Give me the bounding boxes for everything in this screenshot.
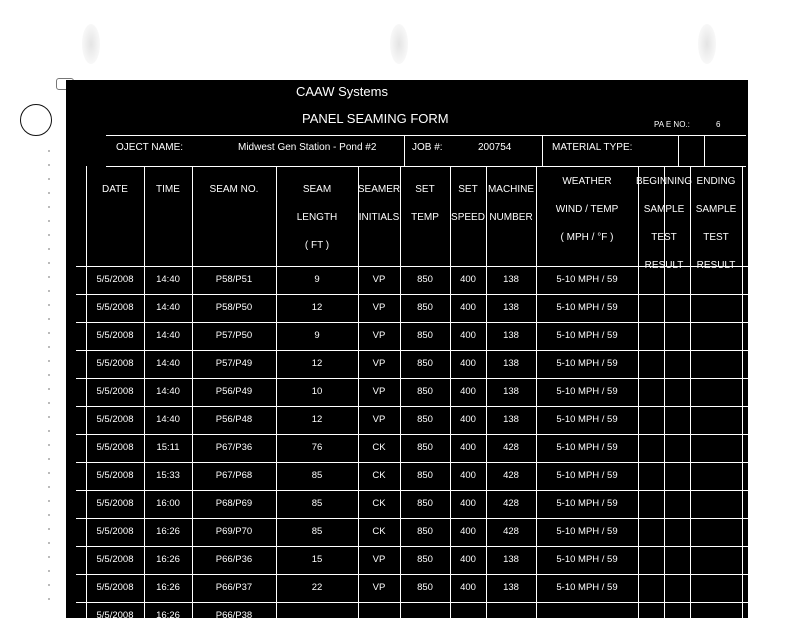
header-set-temp: SET TEMP: [411, 184, 439, 223]
cell-time: 16:26: [156, 526, 180, 537]
cell-seam-no: P67/P36: [215, 442, 253, 453]
cell-machine-number: 428: [503, 526, 519, 537]
cell-beginning-sample: [638, 379, 690, 405]
cell-beginning-sample: [638, 267, 690, 293]
cell-seam-length: 85: [311, 498, 323, 509]
cell-seam-length: 12: [311, 302, 323, 313]
cell-seamer-initials: VP: [372, 582, 386, 593]
cell-date: 5/5/2008: [96, 582, 134, 593]
cell-set-temp: 850: [417, 470, 433, 481]
cell-seam-length: [276, 603, 358, 618]
punch-hole-right: [698, 24, 716, 64]
cell-set-temp: 850: [417, 414, 433, 425]
cell-machine-number: 138: [503, 274, 519, 285]
cell-date: 5/5/2008: [96, 442, 134, 453]
cell-set-temp: 850: [417, 582, 433, 593]
cell-set-speed: 400: [460, 302, 476, 313]
cell-seam-length: 76: [311, 442, 323, 453]
cell-seamer-initials: CK: [372, 526, 386, 537]
cell-date: 5/5/2008: [96, 386, 134, 397]
cell-seam-length: 12: [311, 414, 323, 425]
cell-beginning-sample: [638, 435, 690, 461]
cell-time: 14:40: [156, 414, 180, 425]
cell-weather: 5-10 MPH / 59: [556, 414, 618, 425]
cell-seam-no: P66/P37: [215, 582, 253, 593]
cell-beginning-sample: [638, 519, 690, 545]
punch-hole-left: [82, 24, 100, 64]
header-seamer-initials: SEAMER INITIALS: [357, 184, 401, 223]
cell-seam-length: 9: [314, 274, 320, 285]
job-number-value: 200754: [478, 142, 512, 153]
cell-time: 16:26: [156, 554, 180, 565]
cell-weather: 5-10 MPH / 59: [556, 582, 618, 593]
cell-date: 5/5/2008: [96, 414, 134, 425]
cell-time: 14:40: [156, 330, 180, 341]
cell-set-speed: 400: [460, 358, 476, 369]
edge-dots: [48, 150, 50, 610]
header-weather: WEATHER WIND / TEMP ( MPH / °F ): [555, 176, 619, 243]
project-info-row: [106, 135, 746, 167]
cell-set-temp: 850: [417, 442, 433, 453]
page-number-label: PA E NO.:: [654, 120, 690, 129]
cell-time: 14:40: [156, 274, 180, 285]
info-divider: [678, 136, 679, 166]
cell-set-temp: 850: [417, 498, 433, 509]
cell-time: 14:40: [156, 302, 180, 313]
binder-ring-hole: [20, 104, 52, 136]
cell-date: 5/5/2008: [96, 358, 134, 369]
cell-beginning-sample: [638, 463, 690, 489]
cell-seamer-initials: CK: [372, 498, 386, 509]
punch-hole-center: [390, 24, 408, 64]
cell-time: 15:11: [156, 442, 180, 453]
cell-ending-sample: [690, 519, 742, 545]
seaming-table: [66, 166, 748, 618]
form-title: PANEL SEAMING FORM: [302, 111, 449, 126]
cell-machine-number: 138: [503, 302, 519, 313]
company-name: CAAW Systems: [296, 84, 388, 99]
cell-weather: 5-10 MPH / 59: [556, 274, 618, 285]
cell-ending-sample: [690, 407, 742, 433]
info-divider: [704, 136, 705, 166]
cell-machine-number: 138: [503, 330, 519, 341]
header-beginning-sample: BEGINNING SAMPLE TEST RESULT: [635, 176, 693, 271]
cell-weather: 5-10 MPH / 59: [556, 330, 618, 341]
cell-set-speed: 400: [460, 386, 476, 397]
cell-set-temp: 850: [417, 358, 433, 369]
cell-beginning-sample: [638, 407, 690, 433]
cell-seam-length: 85: [311, 526, 323, 537]
cell-seam-no: P57/P50: [215, 330, 253, 341]
cell-set-speed: 400: [460, 442, 476, 453]
cell-machine-number: 138: [503, 386, 519, 397]
cell-set-speed: 400: [460, 526, 476, 537]
cell-seam-no: P69/P70: [215, 526, 253, 537]
cell-ending-sample: [690, 491, 742, 517]
cell-weather: 5-10 MPH / 59: [556, 302, 618, 313]
cell-seamer-initials: CK: [372, 470, 386, 481]
page-number-value: 6: [716, 120, 721, 129]
cell-ending-sample: [690, 295, 742, 321]
cell-set-temp: 850: [417, 274, 433, 285]
cell-seamer-initials: VP: [372, 274, 386, 285]
cell-seam-no: P66/P36: [215, 554, 253, 565]
cell-machine-number: [486, 603, 536, 618]
cell-seam-no: P66/P38: [215, 610, 253, 618]
cell-seam-no: P56/P48: [215, 414, 253, 425]
cell-beginning-sample: [638, 547, 690, 573]
cell-time: 15:33: [156, 470, 180, 481]
header-set-speed: SET SPEED: [451, 184, 485, 223]
cell-machine-number: 138: [503, 554, 519, 565]
cell-beginning-sample: [638, 491, 690, 517]
cell-seam-length: 12: [311, 358, 323, 369]
header-date: DATE: [102, 184, 128, 195]
seaming-form-sheet: [66, 80, 748, 618]
cell-ending-sample: [690, 435, 742, 461]
header-time: TIME: [156, 184, 180, 195]
cell-seam-no: P68/P69: [215, 498, 253, 509]
cell-seamer-initials: VP: [372, 554, 386, 565]
cell-date: 5/5/2008: [96, 330, 134, 341]
cell-date: 5/5/2008: [96, 302, 134, 313]
cell-set-speed: 400: [460, 330, 476, 341]
cell-set-speed: [450, 603, 486, 618]
info-divider: [542, 136, 543, 166]
cell-ending-sample: [690, 351, 742, 377]
cell-beginning-sample: [638, 575, 690, 601]
cell-seamer-initials: VP: [372, 414, 386, 425]
cell-set-speed: 400: [460, 498, 476, 509]
cell-time: 16:26: [156, 610, 180, 618]
header-ending-sample: ENDING SAMPLE TEST RESULT: [695, 176, 737, 271]
cell-seamer-initials: VP: [372, 302, 386, 313]
header-seam-length: SEAM LENGTH ( FT ): [296, 184, 338, 251]
cell-seam-no: P57/P49: [215, 358, 253, 369]
cell-date: 5/5/2008: [96, 554, 134, 565]
cell-seamer-initials: VP: [372, 386, 386, 397]
project-name-value: Midwest Gen Station - Pond #2: [238, 142, 377, 153]
cell-beginning-sample: [638, 295, 690, 321]
cell-ending-sample: [690, 575, 742, 601]
material-type-label: MATERIAL TYPE:: [552, 142, 633, 153]
cell-date: 5/5/2008: [96, 274, 134, 285]
cell-ending-sample: [690, 267, 742, 293]
cell-date: 5/5/2008: [96, 526, 134, 537]
cell-seam-no: P56/P49: [215, 386, 253, 397]
cell-weather: [536, 603, 638, 618]
cell-set-temp: [400, 603, 450, 618]
cell-ending-sample: [690, 547, 742, 573]
cell-seam-length: 10: [311, 386, 323, 397]
column-line: [742, 166, 743, 618]
cell-seamer-initials: CK: [372, 442, 386, 453]
cell-machine-number: 428: [503, 498, 519, 509]
cell-machine-number: 428: [503, 470, 519, 481]
cell-machine-number: 428: [503, 442, 519, 453]
cell-beginning-sample: [638, 351, 690, 377]
cell-set-temp: 850: [417, 330, 433, 341]
cell-seam-length: 22: [311, 582, 323, 593]
cell-set-temp: 850: [417, 526, 433, 537]
cell-machine-number: 138: [503, 414, 519, 425]
cell-time: 16:00: [156, 498, 180, 509]
cell-seam-no: P58/P51: [215, 274, 253, 285]
cell-set-temp: 850: [417, 302, 433, 313]
project-name-label: OJECT NAME:: [116, 142, 184, 153]
cell-seam-no: P58/P50: [215, 302, 253, 313]
cell-weather: 5-10 MPH / 59: [556, 498, 618, 509]
cell-set-temp: 850: [417, 386, 433, 397]
cell-time: 14:40: [156, 386, 180, 397]
header-machine-number: MACHINE NUMBER: [487, 184, 535, 223]
cell-weather: 5-10 MPH / 59: [556, 554, 618, 565]
header-seam-no: SEAM NO.: [209, 184, 259, 195]
job-number-label: JOB #:: [412, 142, 443, 153]
cell-seamer-initials: [358, 603, 400, 618]
cell-set-speed: 400: [460, 470, 476, 481]
cell-seam-length: 9: [314, 330, 320, 341]
cell-beginning-sample: [638, 323, 690, 349]
cell-date: 5/5/2008: [96, 470, 134, 481]
cell-ending-sample: [690, 463, 742, 489]
cell-ending-sample: [690, 603, 742, 618]
cell-seam-length: 15: [311, 554, 323, 565]
cell-beginning-sample: [638, 603, 690, 618]
cell-weather: 5-10 MPH / 59: [556, 470, 618, 481]
cell-seamer-initials: VP: [372, 358, 386, 369]
cell-date: 5/5/2008: [96, 610, 134, 618]
cell-seamer-initials: VP: [372, 330, 386, 341]
cell-seam-length: 85: [311, 470, 323, 481]
cell-machine-number: 138: [503, 358, 519, 369]
cell-date: 5/5/2008: [96, 498, 134, 509]
cell-machine-number: 138: [503, 582, 519, 593]
cell-weather: 5-10 MPH / 59: [556, 442, 618, 453]
cell-set-speed: 400: [460, 582, 476, 593]
cell-seam-no: P67/P68: [215, 470, 253, 481]
cell-time: 16:26: [156, 582, 180, 593]
cell-ending-sample: [690, 323, 742, 349]
cell-set-temp: 850: [417, 554, 433, 565]
cell-set-speed: 400: [460, 274, 476, 285]
cell-weather: 5-10 MPH / 59: [556, 386, 618, 397]
cell-weather: 5-10 MPH / 59: [556, 526, 618, 537]
cell-time: 14:40: [156, 358, 180, 369]
cell-ending-sample: [690, 379, 742, 405]
cell-set-speed: 400: [460, 554, 476, 565]
cell-weather: 5-10 MPH / 59: [556, 358, 618, 369]
info-divider: [404, 136, 405, 166]
cell-set-speed: 400: [460, 414, 476, 425]
